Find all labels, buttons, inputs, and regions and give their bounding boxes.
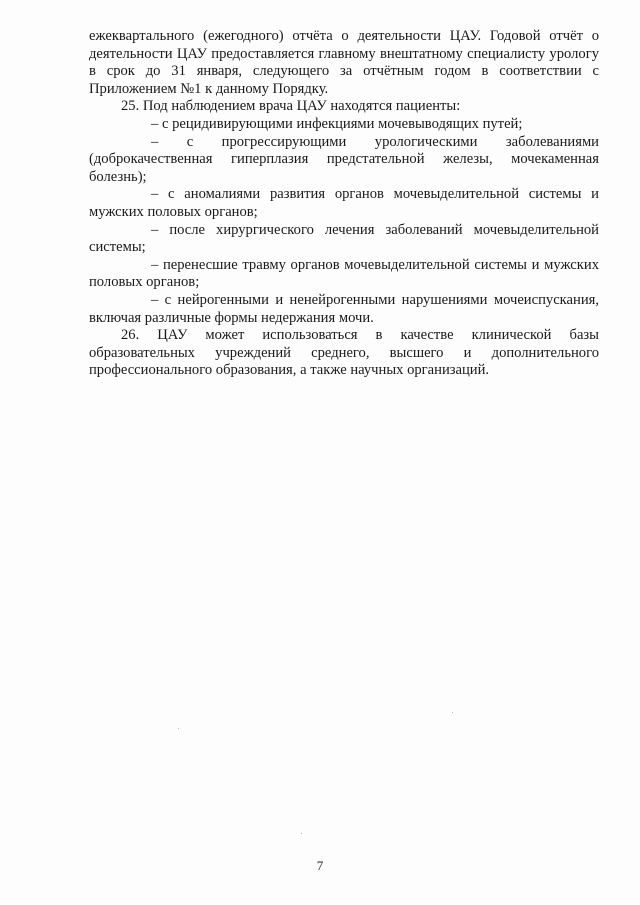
page-number: 7 xyxy=(316,858,324,873)
scan-speck xyxy=(178,728,179,729)
document-body xyxy=(89,28,599,380)
paragraph-item-25: 25. Под наблюдением врача ЦАУ находятся пациенты: xyxy=(121,98,461,115)
list-item-trauma: – перенесшие травму органов мочевыделительной системы и мужских половых органов; xyxy=(89,256,599,291)
list-item-anomalies: – с аномалиями развития органов мочевыделительной системы и мужских половых органов; xyxy=(89,186,599,220)
list-item-recurrent-infections: – с рецидивирующими инфекциями мочевыводящих путей; xyxy=(151,115,523,132)
list-item-after-surgery: – после хирургического лечения заболеваний мочевыделительной системы; xyxy=(89,221,599,256)
list-item-urination-disorders: – с нейрогенными и ненейрогенными нарушениями мочеиспускания, включая различные формы недержания мочи. xyxy=(89,291,599,326)
paragraph-item-26: 26. ЦАУ может использоваться в качестве клинической базы образовательных учреждений среднего, высшего и дополнительного профессионального образования, а также научных организаций. xyxy=(89,327,599,379)
list-item-progressive-diseases: – с прогрессирующими урологическими заболеваниями (доброкачественная гиперплазия предстательной железы, мочекаменная болезнь); xyxy=(89,133,599,185)
scan-speck xyxy=(301,833,302,834)
paragraph-report-continuation: ежеквартального (ежегодного) отчёта о деятельности ЦАУ. Годовой отчёт о деятельности ЦАУ предоставляется главному внештатному специалисту урологу в срок до 31 января, следующего за отчётным годом в соответствии с Приложением №1 к данному Порядку. xyxy=(89,28,599,97)
scan-speck xyxy=(452,712,453,713)
